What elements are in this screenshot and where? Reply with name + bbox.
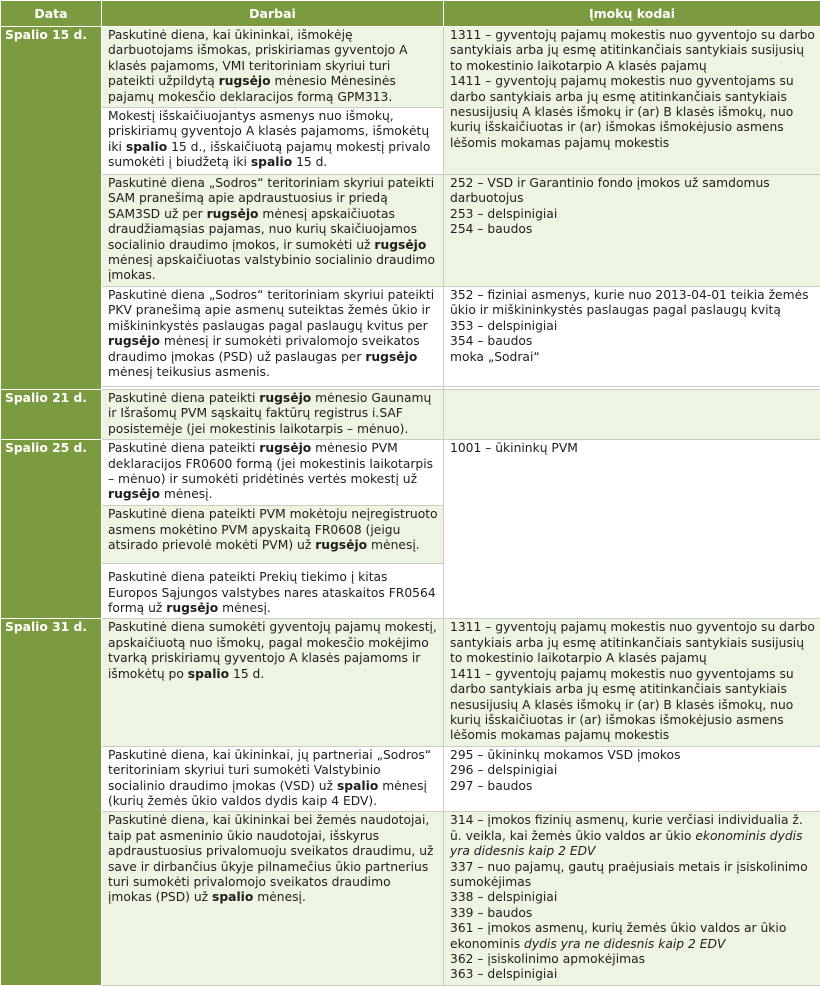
task-cell: Paskutinė diena „Sodros“ teritoriniam skyriui pateikti SAM pranešimą apie apdraustuosius ir priedą SAM3SD už per rugsėjo mėnesį apskaičiuotas draudžiamąsias pajamas, nuo kurių skaičiuojamos socialinio draudimo įmokos, ir sumokėti už rugsėjo mėnesį apskaičiuotas valstybinio socialinio draudimo įmokas. <box>102 175 444 287</box>
header-row <box>1 1 820 27</box>
task-cell: Paskutinė diena, kai ūkininkai, išmokėję darbuotojams išmokas, priskiriamas gyventojo A klasės pajamoms, VMI teritoriniam skyriui turi pateikti užpildytą rugsėjo mėnesio Mėnesinės pajamų mokesčio deklaracijos formą GPM313. <box>102 27 444 108</box>
task-cell: Paskutinė diena pateikti PVM mokėtoju neįregistruoto asmens mokėtino PVM apyskaitą FR0608 (jeigu atsirado prievolė mokėti PVM) už rugsėjo mėnesį. <box>102 506 444 564</box>
task-cell: Paskutinė diena pateikti Prekių tiekimo į kitas Europos Sąjungos valstybes nares ataskaitos FR0564 formą už rugsėjo mėnesį. <box>102 564 444 619</box>
header-date: Data <box>1 1 102 27</box>
codes-cell: 1311 – gyventojų pajamų mokestis nuo gyventojo su darbo santykiais arba jų esmę atitinkančiais santykiais susijusių to mokestinio laikotarpio A klasės pajamų 1411 – gyventojų pajamų mokestis nuo gyventojams su darbo santykiais arba jų esmę atitinkančiais santykiais nesusijusių A klasės išmokų ir (ar) B klasės išmokų, nuo kurių išskaičiuotas ir (ar) išmokas išmokėjusio asmens lėšomis mokamas pajamų mokestis <box>444 619 820 746</box>
codes-cell: 1311 – gyventojų pajamų mokestis nuo gyventojo su darbo santykiais arba jų esmę atitinkančiais santykiais susijusių to mokestinio laikotarpio A klasės pajamų 1411 – gyventojų pajamų mokestis nuo gyventojams su darbo santykiais arba jų esmę atitinkančiais santykiais nesusijusių A klasės išmokų ir (ar) B klasės išmokų, nuo kurių išskaičiuotas ir (ar) išmokas išmokėjusio asmens lėšomis mokamas pajamų mokestis <box>444 27 820 175</box>
task-cell: Paskutinė diena „Sodros“ teritoriniam skyriui pateikti PKV pranešimą apie asmenų suteiktas žemės ūkio ir miškininkystės paslaugas pagal paslaugų kvitus per rugsėjo mėnesį ir sumokėti privalomojo sveikatos draudimo įmokas (PSD) už paslaugas per rugsėjo mėnesį teikusius asmenis. <box>102 287 444 387</box>
task-cell: Paskutinė diena, kai ūkininkai bei žemės naudotojai, taip pat asmeninio ūkio naudotojai, išskyrus apdraustuosius privalomuoju sveikatos draudimu, už save ir dirbančius ūkyje pilnamečius ūkio partnerius turi sumokėti privalomojo sveikatos draudimo įmokas (PSD) už spalio mėnesį. <box>102 812 444 985</box>
table-row <box>1 175 820 287</box>
table-row <box>1 390 820 440</box>
task-cell: Paskutinė diena, kai ūkininkai, jų partneriai „Sodros“ teritoriniam skyriui turi sumokėti Valstybinio socialinio draudimo įmokas (VSD) už spalio mėnesį (kurių žemės ūkio valdos dydis kaip 4 EDV). <box>102 746 444 812</box>
header-codes: Įmokų kodai <box>444 1 820 27</box>
codes-cell: 295 – ūkininkų mokamos VSD įmokos 296 – delspinigiai 297 – baudos <box>444 746 820 812</box>
table-row <box>1 27 820 108</box>
date-cell-oct31: Spalio 31 d. <box>1 619 102 985</box>
date-cell-oct25: Spalio 25 d. <box>1 440 102 619</box>
date-cell-oct21: Spalio 21 d. <box>1 390 102 440</box>
table-row <box>1 812 820 985</box>
task-cell: Mokestį išskaičiuojantys asmenys nuo išmokų, priskiriamų gyventojo A klasės pajamoms, išmokėtų iki spalio 15 d., išskaičiuotą pajamų mokestį privalo sumokėti į biudžetą iki spalio 15 d. <box>102 108 444 175</box>
table-row <box>1 440 820 506</box>
header-tasks: Darbai <box>102 1 444 27</box>
task-cell: Paskutinė diena pateikti rugsėjo mėnesio Gaunamų ir Išrašomų PVM sąskaitų faktūrų registrus i.SAF posistemėje (jei mokestinis laikotarpis – mėnuo). <box>102 390 444 440</box>
codes-cell: 352 – fiziniai asmenys, kurie nuo 2013-04-01 teikia žemės ūkio ir miškininkystės paslaugas pagal paslaugų kvitą 353 – delspinigiai 354 – baudos moka „Sodrai“ <box>444 287 820 387</box>
table-row <box>1 287 820 387</box>
task-cell: Paskutinė diena sumokėti gyventojų pajamų mokestį, apskaičiuotą nuo išmokų, pagal mokesčio mokėjimo tvarką priskiriamų gyventojo A klasės pajamoms ir išmokėtų po spalio 15 d. <box>102 619 444 746</box>
date-cell-oct15: Spalio 15 d. <box>1 27 102 390</box>
codes-cell: 252 – VSD ir Garantinio fondo įmokos už samdomus darbuotojus 253 – delspinigiai 254 – baudos <box>444 175 820 287</box>
table-row <box>1 746 820 812</box>
task-cell: Paskutinė diena pateikti rugsėjo mėnesio PVM deklaracijos FR0600 formą (jei mokestinis laikotarpis – mėnuo) ir sumokėti pridėtinės vertės mokestį už rugsėjo mėnesį. <box>102 440 444 506</box>
codes-cell: 1001 – ūkininkų PVM <box>444 440 820 619</box>
codes-cell <box>444 390 820 440</box>
codes-cell: 314 – įmokos fizinių asmenų, kurie verčiasi individualia ž. ū. veikla, kai žemės ūkio valdos ar ūkio ekonominis dydis yra didesnis kaip 2 EDV 337 – nuo pajamų, gautų praėjusiais metais ir įsiskolinimo sumokėjimas 338 – delspinigiai 339 – baudos 361 – įmokos asmenų, kurių žemės ūkio valdos ar ūkio ekonominis dydis yra ne didesnis kaip 2 EDV 362 – įsiskolinimo apmokėjimas 363 – delspinigiai <box>444 812 820 985</box>
table-row <box>1 619 820 746</box>
